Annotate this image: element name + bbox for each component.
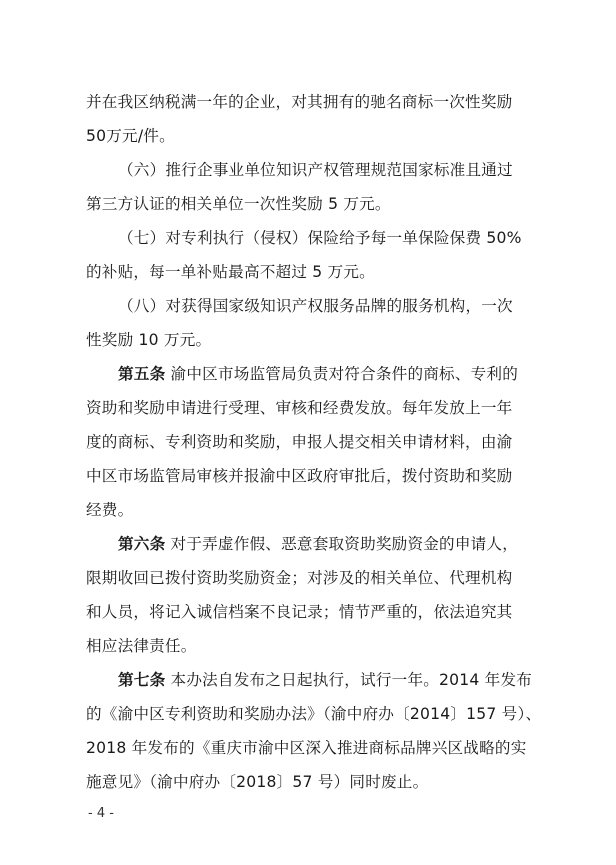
text-line: 50万元/件。 <box>86 127 175 145</box>
article-line <box>118 670 533 690</box>
text-line: 的补贴，每一单补贴最高不超过 5 万元。 <box>86 263 375 281</box>
text-span: 渝中区市场监管局负责对符合条件的商标、专利的 <box>165 365 519 383</box>
text-line: 资助和奖励申请进行受理、审核和经费发放。每年发放上一年 <box>86 399 513 417</box>
text-line: 2018 年发布的《重庆市渝中区深入推进商标品牌兴区战略的实 <box>86 739 527 757</box>
text-line: 第三方认证的相关单位一次性奖励 5 万元。 <box>86 195 391 213</box>
article-heading: 第五条 <box>118 365 166 383</box>
page-number: - 4 - <box>88 806 114 821</box>
text-line: 并在我区纳税满一年的企业，对其拥有的驰名商标一次性奖励 <box>86 93 513 111</box>
text-line: （八）对获得国家级知识产权服务品牌的服务机构，一次 <box>118 297 513 315</box>
text-line: （六）推行企事业单位知识产权管理规范国家标准且通过 <box>118 161 513 179</box>
article-line <box>118 534 530 554</box>
text-line: 和人员，将记入诚信档案不良记录；情节严重的，依法追究其 <box>86 603 513 621</box>
text-line: 中区市场监管局审核并报渝中区政府审批后，拨付资助和奖励 <box>86 467 513 485</box>
text-line: 相应法律责任。 <box>86 637 197 655</box>
article-line <box>118 364 530 384</box>
text-span: 对于弄虚作假、恶意套取资助奖励资金的申请人， <box>165 535 519 553</box>
article-heading: 第七条 <box>118 671 166 689</box>
article-heading: 第六条 <box>118 535 166 553</box>
text-line: 的《渝中区专利资助和奖励办法》（渝中府办〔2014〕157 号）、 <box>86 705 542 723</box>
text-line: 度的商标、专利资助和奖励，申报人提交相关申请材料，由渝 <box>86 433 513 451</box>
text-line: 性奖励 10 万元。 <box>86 331 212 349</box>
text-span: 本办法自发布之日起执行，试行一年。2014 年发布 <box>165 671 533 689</box>
text-line: 施意见》（渝中府办〔2018〕57 号）同时废止。 <box>86 773 429 791</box>
text-line: 经费。 <box>86 501 134 519</box>
text-line: 限期收回已拨付资助奖励资金；对涉及的相关单位、代理机构 <box>86 569 513 587</box>
text-line: （七）对专利执行（侵权）保险给予每一单保险保费 50% <box>118 229 522 247</box>
